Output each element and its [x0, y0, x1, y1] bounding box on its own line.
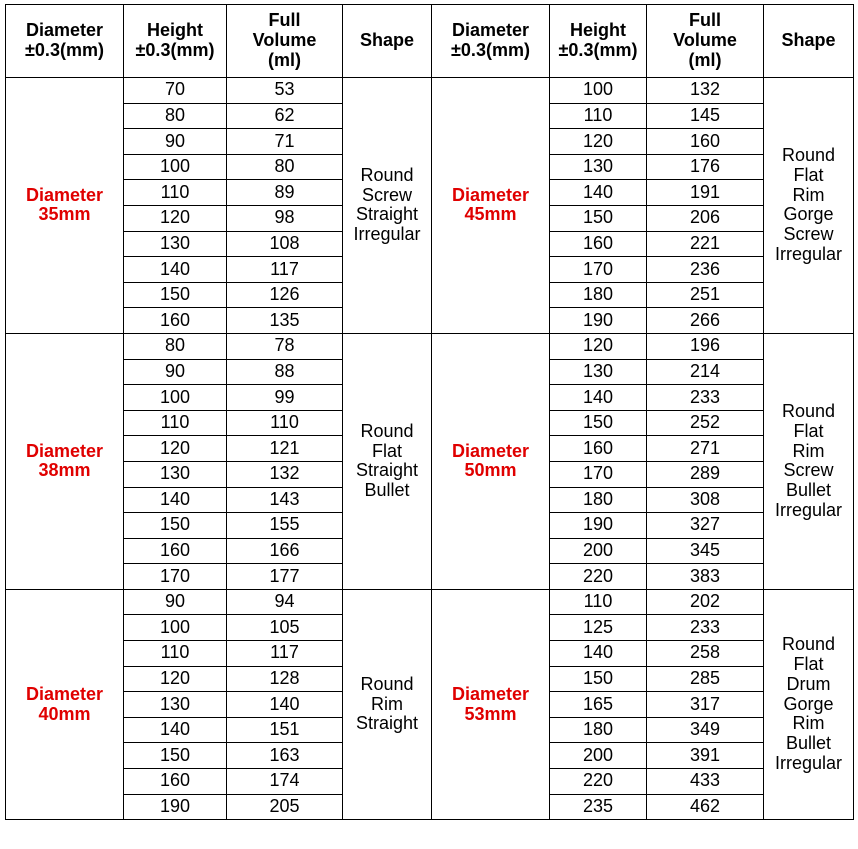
diameter-label-left: Diameter 35mm [6, 78, 124, 334]
volume-cell: 117 [227, 641, 343, 667]
volume-cell: 143 [227, 487, 343, 513]
volume-cell: 289 [647, 461, 764, 487]
shape-item: Irregular [774, 753, 843, 774]
shape-item: Straight [355, 713, 419, 734]
height-cell: 190 [550, 513, 647, 539]
shape-item: Screw [783, 460, 834, 481]
volume-cell: 89 [227, 180, 343, 206]
volume-cell: 98 [227, 205, 343, 231]
volume-cell: 145 [647, 103, 764, 129]
volume-cell: 258 [647, 641, 764, 667]
volume-cell: 391 [647, 743, 764, 769]
shape-item: Flat [793, 164, 824, 185]
shape-item: Flat [371, 440, 402, 461]
volume-cell: 78 [227, 333, 343, 359]
diameter-label-right: Diameter 53mm [432, 589, 550, 819]
volume-cell: 176 [647, 154, 764, 180]
height-cell: 130 [124, 461, 227, 487]
height-cell: 70 [124, 78, 227, 104]
height-cell: 140 [550, 180, 647, 206]
volume-cell: 132 [647, 78, 764, 104]
volume-cell: 251 [647, 282, 764, 308]
header-row [6, 5, 854, 78]
height-cell: 220 [550, 564, 647, 590]
volume-cell: 462 [647, 794, 764, 820]
height-cell: 200 [550, 743, 647, 769]
height-cell: 120 [124, 436, 227, 462]
height-cell: 150 [124, 513, 227, 539]
volume-cell: 117 [227, 257, 343, 283]
volume-cell: 105 [227, 615, 343, 641]
volume-cell: 155 [227, 513, 343, 539]
height-cell: 140 [124, 487, 227, 513]
volume-cell: 205 [227, 794, 343, 820]
shape-item: Irregular [353, 224, 421, 245]
height-cell: 140 [124, 717, 227, 743]
volume-cell: 236 [647, 257, 764, 283]
height-cell: 220 [550, 769, 647, 795]
height-cell: 100 [124, 154, 227, 180]
shape-item: Flat [793, 654, 824, 675]
volume-cell: 233 [647, 385, 764, 411]
height-cell: 180 [550, 717, 647, 743]
volume-cell: 196 [647, 333, 764, 359]
volume-cell: 108 [227, 231, 343, 257]
height-cell: 140 [550, 385, 647, 411]
height-cell: 130 [550, 154, 647, 180]
volume-cell: 163 [227, 743, 343, 769]
height-cell: 110 [550, 103, 647, 129]
volume-cell: 53 [227, 78, 343, 104]
height-cell: 130 [550, 359, 647, 385]
height-cell: 160 [124, 769, 227, 795]
shape-list-right [764, 78, 854, 334]
shape-item: Gorge [783, 204, 834, 225]
shape-list-left [343, 78, 432, 334]
shape-item: Irregular [774, 500, 843, 520]
diameter-label-left: Diameter 40mm [6, 589, 124, 819]
volume-cell: 94 [227, 589, 343, 615]
height-cell: 160 [124, 538, 227, 564]
height-cell: 120 [124, 205, 227, 231]
shape-list-right [764, 333, 854, 589]
volume-cell: 345 [647, 538, 764, 564]
volume-cell: 206 [647, 205, 764, 231]
shape-item: Rim [792, 713, 825, 734]
height-cell: 180 [550, 282, 647, 308]
height-cell: 150 [124, 282, 227, 308]
volume-cell: 135 [227, 308, 343, 334]
height-cell: 235 [550, 794, 647, 820]
shape-item: Irregular [774, 244, 843, 265]
height-cell: 100 [124, 615, 227, 641]
volume-cell: 132 [227, 461, 343, 487]
height-cell: 110 [124, 641, 227, 667]
shape-item: Bullet [785, 480, 832, 501]
shape-list-left [343, 589, 432, 819]
shape-item: Rim [371, 693, 403, 714]
height-cell: 170 [124, 564, 227, 590]
diameter-label-left: Diameter 38mm [6, 333, 124, 589]
shape-item: Bullet [785, 733, 832, 754]
volume-cell: 233 [647, 615, 764, 641]
height-cell: 90 [124, 359, 227, 385]
table-row [6, 333, 854, 359]
height-cell: 100 [124, 385, 227, 411]
volume-cell: 140 [227, 692, 343, 718]
height-cell: 170 [550, 461, 647, 487]
shape-item: Screw [361, 184, 412, 205]
volume-cell: 214 [647, 359, 764, 385]
height-cell: 150 [550, 666, 647, 692]
height-cell: 120 [550, 333, 647, 359]
shape-item: Round [360, 673, 414, 694]
shape-item: Straight [355, 460, 419, 481]
shape-item: Round [360, 420, 414, 441]
table-row [6, 78, 854, 104]
diameter-label-right: Diameter 45mm [432, 78, 550, 334]
shape-item: Round [781, 634, 836, 655]
volume-cell: 327 [647, 513, 764, 539]
volume-cell: 166 [227, 538, 343, 564]
height-cell: 120 [124, 666, 227, 692]
height-cell: 90 [124, 589, 227, 615]
volume-cell: 177 [227, 564, 343, 590]
diameter-label-right: Diameter 50mm [432, 333, 550, 589]
height-cell: 110 [124, 410, 227, 436]
volume-cell: 126 [227, 282, 343, 308]
volume-cell: 62 [227, 103, 343, 129]
height-cell: 110 [550, 589, 647, 615]
height-cell: 160 [550, 436, 647, 462]
height-cell: 130 [124, 231, 227, 257]
header-height-right: Height ±0.3(mm) [550, 5, 647, 78]
shape-item: Flat [793, 420, 824, 441]
height-cell: 150 [550, 410, 647, 436]
height-cell: 150 [550, 205, 647, 231]
height-cell: 160 [550, 231, 647, 257]
shape-item: Bullet [364, 480, 410, 501]
volume-cell: 191 [647, 180, 764, 206]
table-row [6, 589, 854, 615]
height-cell: 190 [124, 794, 227, 820]
height-cell: 140 [550, 641, 647, 667]
height-cell: 180 [550, 487, 647, 513]
shape-list-right [764, 589, 854, 819]
shape-item: Gorge [783, 693, 834, 714]
volume-cell: 317 [647, 692, 764, 718]
shape-item: Rim [792, 184, 825, 205]
volume-cell: 160 [647, 129, 764, 155]
height-cell: 80 [124, 103, 227, 129]
volume-cell: 174 [227, 769, 343, 795]
volume-cell: 71 [227, 129, 343, 155]
height-cell: 90 [124, 129, 227, 155]
height-cell: 200 [550, 538, 647, 564]
shape-item: Drum [786, 673, 831, 694]
header-shape-right: Shape [764, 5, 854, 78]
volume-cell: 271 [647, 436, 764, 462]
volume-cell: 349 [647, 717, 764, 743]
volume-cell: 221 [647, 231, 764, 257]
header-volume-right: Full Volume (ml) [647, 5, 764, 78]
volume-cell: 99 [227, 385, 343, 411]
volume-cell: 151 [227, 717, 343, 743]
height-cell: 110 [124, 180, 227, 206]
height-cell: 165 [550, 692, 647, 718]
header-volume-left: Full Volume (ml) [227, 5, 343, 78]
shape-item: Round [781, 145, 836, 166]
height-cell: 170 [550, 257, 647, 283]
shape-list-left [343, 333, 432, 589]
height-cell: 140 [124, 257, 227, 283]
header-shape-left: Shape [343, 5, 432, 78]
volume-cell: 266 [647, 308, 764, 334]
volume-cell: 88 [227, 359, 343, 385]
volume-cell: 383 [647, 564, 764, 590]
height-cell: 125 [550, 615, 647, 641]
shape-item: Screw [783, 224, 834, 245]
volume-cell: 285 [647, 666, 764, 692]
volume-cell: 433 [647, 769, 764, 795]
height-cell: 160 [124, 308, 227, 334]
shape-item: Rim [792, 440, 825, 461]
height-cell: 100 [550, 78, 647, 104]
table-body [6, 78, 854, 820]
height-cell: 130 [124, 692, 227, 718]
height-cell: 80 [124, 333, 227, 359]
height-cell: 150 [124, 743, 227, 769]
header-height-left: Height ±0.3(mm) [124, 5, 227, 78]
volume-cell: 80 [227, 154, 343, 180]
shape-item: Straight [355, 204, 419, 225]
volume-cell: 308 [647, 487, 764, 513]
header-diameter-left: Diameter ±0.3(mm) [6, 5, 124, 78]
shape-item: Round [360, 164, 414, 185]
volume-cell: 252 [647, 410, 764, 436]
height-cell: 190 [550, 308, 647, 334]
volume-cell: 110 [227, 410, 343, 436]
volume-cell: 128 [227, 666, 343, 692]
header-diameter-right: Diameter ±0.3(mm) [432, 5, 550, 78]
height-cell: 120 [550, 129, 647, 155]
volume-cell: 202 [647, 589, 764, 615]
shape-item: Round [781, 401, 836, 422]
volume-spec-table [5, 4, 854, 820]
volume-cell: 121 [227, 436, 343, 462]
